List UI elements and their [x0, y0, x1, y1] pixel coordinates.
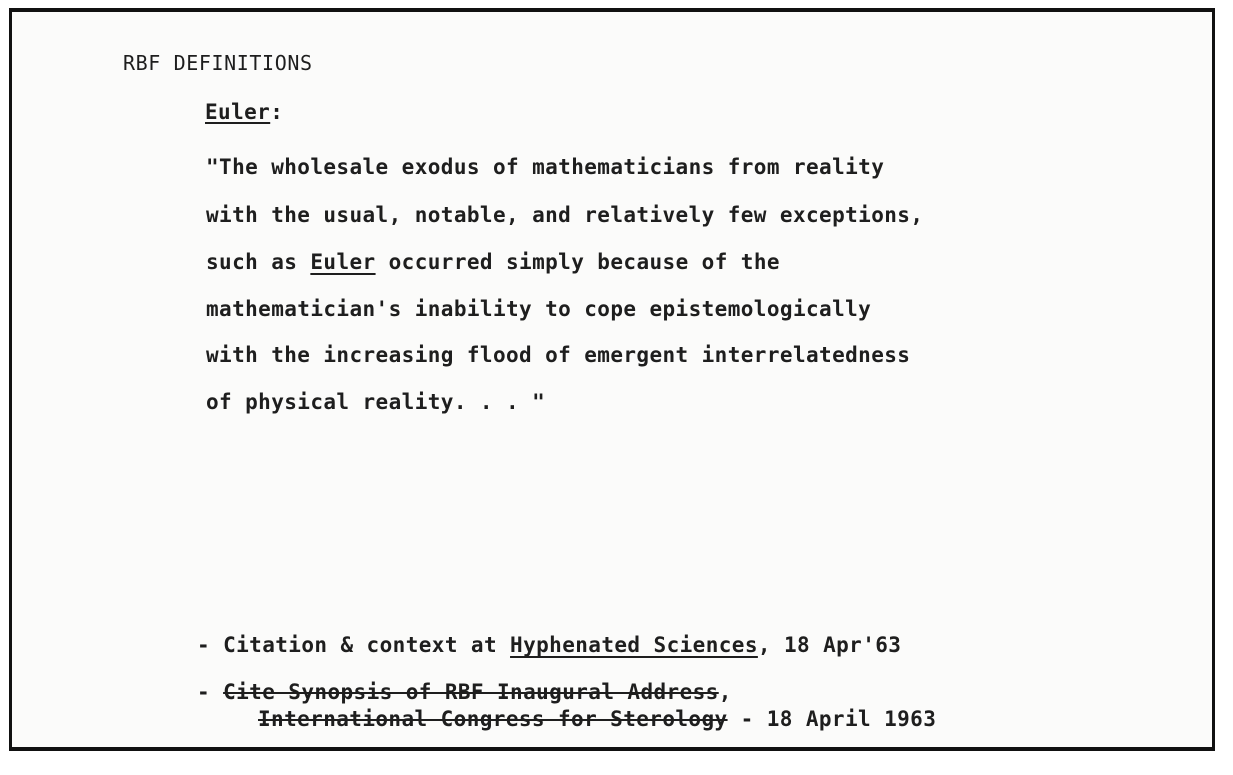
term-colon: :: [270, 100, 284, 124]
page-title: RBF DEFINITIONS: [123, 51, 313, 75]
citation-dash: -: [197, 680, 224, 704]
quote-text: mathematician's inability to cope epistemologically: [206, 297, 872, 321]
citation-date: - 18 April 1963: [727, 707, 937, 731]
quote-line: [206, 297, 871, 321]
citation-link[interactable]: Hyphenated Sciences: [510, 633, 758, 657]
quote-text: with the increasing flood of emergent interrelatedness: [206, 343, 911, 367]
quote-text: such as: [206, 250, 311, 274]
term-label: Euler: [205, 100, 271, 124]
struck-citation-line: [258, 707, 936, 731]
definition-term: [205, 100, 283, 124]
quote-text: with the usual, notable, and relatively few exceptions,: [206, 203, 924, 227]
quote-text: of physical reality. . . ": [206, 390, 546, 414]
struck-text: International Congress for Sterology: [258, 707, 728, 731]
struck-text: Cite Synopsis of RBF Inaugural Address: [223, 680, 719, 704]
citation-line: [197, 633, 901, 657]
quote-line: [206, 155, 884, 179]
citation-comma: ,: [718, 680, 732, 704]
quote-line: [206, 390, 545, 414]
citation-text: - Citation & context at: [197, 633, 511, 657]
struck-citation-line: [197, 680, 732, 704]
quote-text: "The wholesale exodus of mathematicians from reality: [206, 155, 885, 179]
citation-date: , 18 Apr'63: [757, 633, 902, 657]
quote-line: [206, 203, 923, 227]
quote-underlined-term: Euler: [310, 250, 376, 274]
quote-text: occurred simply because of the: [375, 250, 780, 274]
quote-line: [206, 250, 780, 274]
quote-line: [206, 343, 910, 367]
